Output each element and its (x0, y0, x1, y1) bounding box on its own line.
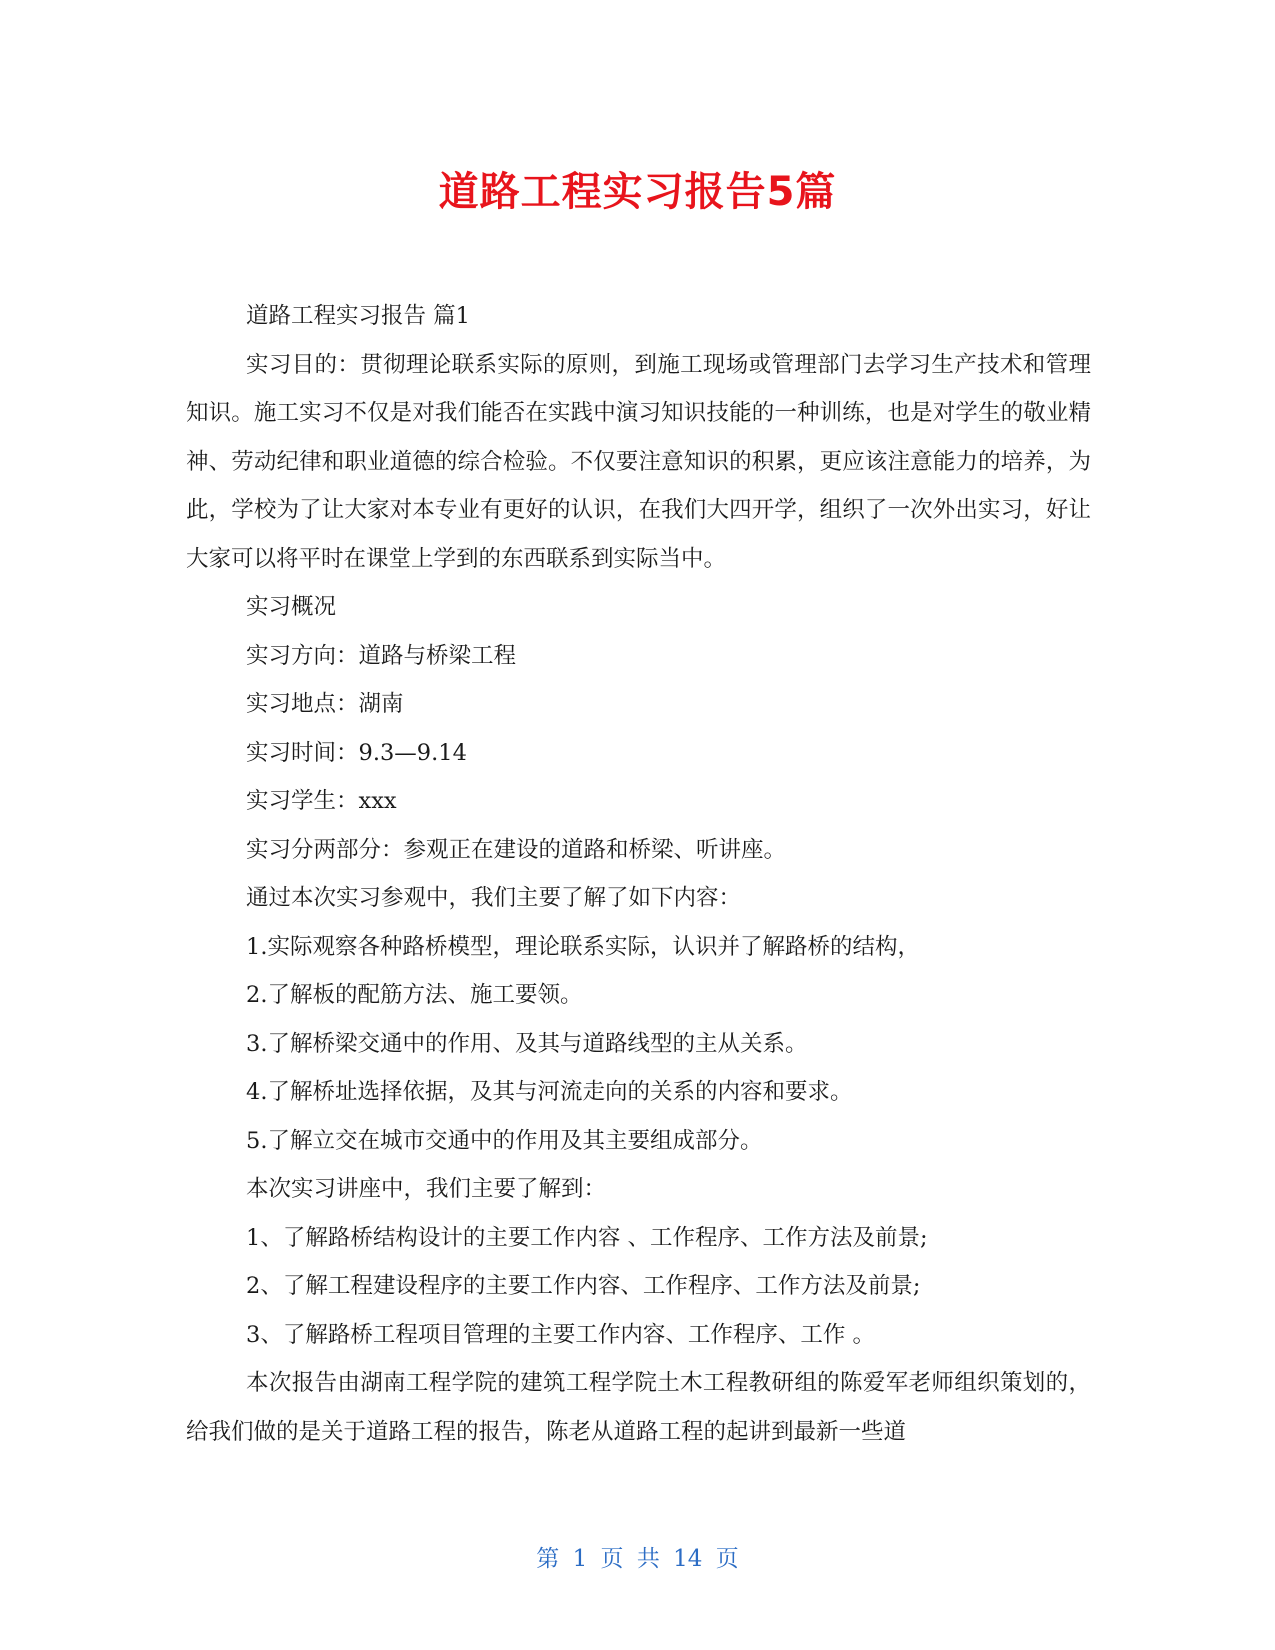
list-item: 3、了解路桥工程项目管理的主要工作内容、工作程序、工作 。 (246, 1321, 875, 1348)
list-item: 1、了解路桥结构设计的主要工作内容 、工作程序、工作方法及前景; (246, 1224, 928, 1251)
list-item: 2、了解工程建设程序的主要工作内容、工作程序、工作方法及前景; (246, 1273, 921, 1299)
page-number: 第 1 页 共 14 页 (536, 1546, 739, 1572)
list-item: 2.了解板的配筋方法、施工要领。 (246, 982, 583, 1008)
paragraph-overview-heading: 实习概况 (246, 594, 337, 620)
paragraph-time: 实习时间：9.3—9.14 (246, 739, 467, 766)
list-item: 1.实际观察各种路桥模型，理论联系实际，认识并了解路桥的结构， (246, 933, 920, 960)
paragraph-location: 实习地点：湖南 (246, 691, 404, 717)
paragraph-parts: 实习分两部分：参观正在建设的道路和桥梁、听讲座。 (246, 836, 787, 863)
document-body (186, 292, 1091, 1456)
paragraph-student: 实习学生：xxx (246, 788, 397, 814)
paragraph-purpose: 实习目的：贯彻理论联系实际的原则，到施工现场或管理部门去学习生产技术和管理知识。施工实习不仅是对我们能否在实践中演习知识技能的一种训练，也是对学生的敬业精神、劳动纪律和职业道德的综合检验。不仅要注意知识的积累，更应该注意能力的培养，为此，学校为了让大家对本专业有更好的认识，在我们大四开学，组织了一次外出实习，好让大家可以将平时在课堂上学到的东西联系到实际当中。 (186, 351, 1091, 572)
list-item: 5.了解立交在城市交通中的作用及其主要组成部分。 (246, 1127, 763, 1154)
page-title: 道路工程实习报告5篇 (438, 169, 837, 215)
paragraph-visit-intro: 通过本次实习参观中，我们主要了解了如下内容： (246, 885, 742, 911)
list-item: 4.了解桥址选择依据，及其与河流走向的关系的内容和要求。 (246, 1079, 853, 1105)
paragraph-lecture-intro: 本次实习讲座中，我们主要了解到： (246, 1176, 607, 1202)
list-item: 3.了解桥梁交通中的作用、及其与道路线型的主从关系。 (246, 1030, 808, 1057)
paragraph-report: 本次报告由湖南工程学院的建筑工程学院土木工程教研组的陈爱军老师组织策划的，给我们做的是关于道路工程的报告，陈老从道路工程的起讲到最新一些道 (186, 1370, 1091, 1445)
paragraph-direction: 实习方向：道路与桥梁工程 (246, 642, 517, 669)
section-heading: 道路工程实习报告 篇1 (246, 303, 470, 329)
